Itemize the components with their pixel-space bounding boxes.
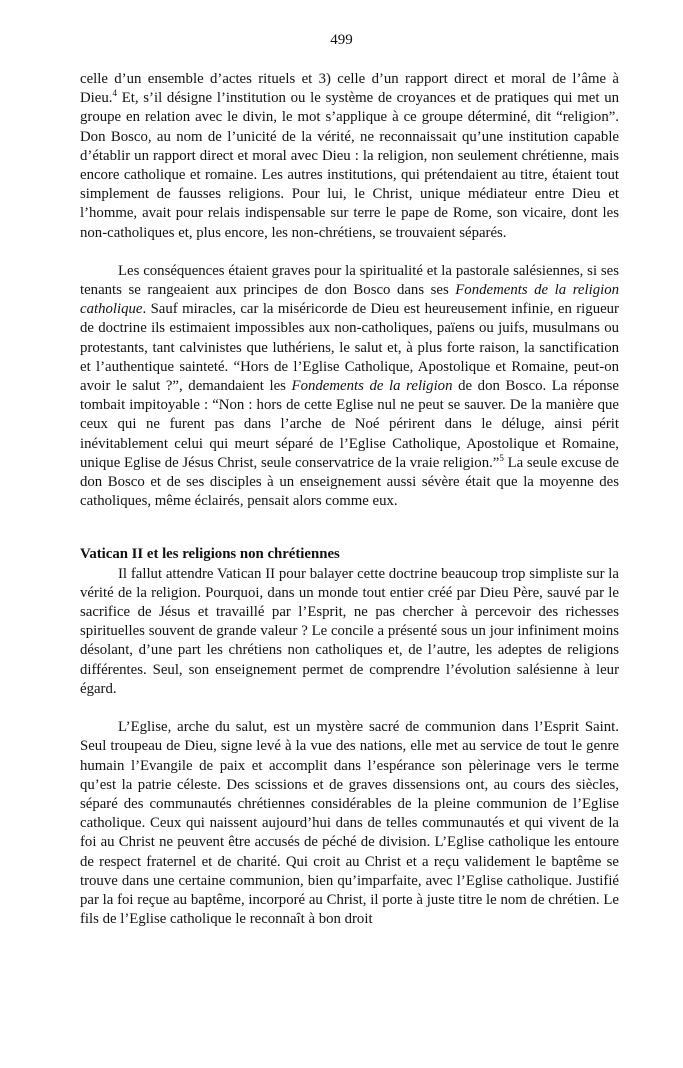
paragraph-1-text-a: celle d’un ensemble d’actes rituels et 3) celle d’un rapport direct et moral de l’âme à Dieu.	[80, 71, 619, 107]
section-spacer	[80, 511, 619, 545]
paragraph-spacer	[80, 699, 619, 718]
page-number: 499	[330, 32, 353, 48]
paragraph-2-text-c: de don Bosco. La réponse tombait impitoyable : “Non : hors de cette Eglise nul ne peut se sauver. De la manière que ceux qui ne furent pas dans l’arche de Noé périrent dans le déluge, ainsi périt inévitablement celui qui meurt séparé de l’Eglise Catholique, Apostolique et Romaine, unique Eglise de Jésus Christ, seule conservatrice de la vraie religion.”	[80, 378, 619, 471]
paragraph-1	[80, 70, 619, 243]
book-title-fondements-catholique: Fondements de la religion catholique	[80, 282, 620, 318]
footnote-ref-4: 4	[112, 88, 117, 99]
page-body	[80, 70, 619, 929]
paragraph-2	[80, 262, 619, 512]
paragraph-2-text-b: . Sauf miracles, car la miséricorde de Dieu est heureusement infinie, en rigueur de doctrine ils estimaient impossibles aux non-catholiques, païens ou juifs, musulmans ou protestants, tant calvinistes que luthériens, le salut et, à plus forte raison, la sanctification et l’authentique sainteté. “Hors de l’Eglise Catholique, Apostolique et Romaine, peut-on avoir le salut ?”, demandaient les	[80, 301, 619, 395]
section-heading: Vatican II et les religions non chrétiennes	[80, 546, 340, 563]
paragraph-2-text-a: Les conséquences étaient graves pour la spiritualité et la pastorale salésiennes, si ses tenants se rangeaient aux principes de don Bosco dans ses	[80, 262, 619, 299]
paragraph-1-text-b: Et, s’il désigne l’institution ou le système de croyances et de pratiques qui met un groupe en relation avec le divin, le mot s’applique à ce groupe déterminé, dit “religion”. Don Bosco, au nom de l’unicité de la vérité, ne reconnaissait qu’une institution capable d’établir un rapport direct et moral avec Dieu : la religion, non seulement chrétienne, mais encore catholique et romaine. Les autres institutions, qui prétendaient au titre, étaient tout simplement de fausses religions. Pour lui, le Christ, unique médiateur entre Dieu et l’homme, avait pour relais indispensable sur terre le pape de Rome, son vicaire, dont les non-catholiques et, plus encore, les non-chrétiens, se trouvaient séparés.	[80, 90, 619, 241]
paragraph-3: Il fallut attendre Vatican II pour balayer cette doctrine beaucoup trop simpliste sur la vérité de la religion. Pourquoi, dans un monde tout entier créé par Dieu Père, sauvé par le sacrifice de Jésus et travaillé par l’Esprit, ne pas chercher à percevoir des richesses spirituelles souvent de grande valeur ? Le concile a présenté sous un jour infiniment moins désolant, d’une part les chrétiens non catholiques et, de l’autre, les adeptes de religions différentes. Seul, son enseignement permet de comprendre l’évolution salésienne à leur égard.	[80, 565, 619, 697]
footnote-ref-5: 5	[499, 452, 504, 463]
paragraph-4: L’Eglise, arche du salut, est un mystère sacré de communion dans l’Esprit Saint. Seul troupeau de Dieu, signe levé à la vue des nations, elle met au service de tout le genre humain l’Evangile de paix et accomplit dans l’espérance son pèlerinage vers le terme qu’est la patrie céleste. Des scissions et de graves dissensions ont, au cours des siècles, séparé des communautés chrétiennes considérables de la pleine communion de l’Eglise catholique. Ceux qui naissent aujourd’hui dans de telles communautés et qui vivent de la foi au Christ ne peuvent être accusés de péché de division. L’Eglise catholique les entoure de respect fraternel et de charité. Qui croit au Christ et a reçu validement le baptême se trouve dans une certaine communion, bien qu’imparfaite, avec l’Eglise catholique. Justifié par la foi reçue au baptême, incorporé au Christ, il porte à juste titre le nom de chrétien. Le fils de l’Eglise catholique le reconnaît à bon droit	[80, 719, 619, 928]
paragraph-2-text-d: La seule excuse de don Bosco et de ses disciples à un enseignement aussi sévère était que la moyenne des catholiques, même éclairés, pensait alors comme eux.	[80, 454, 619, 510]
paragraph-spacer	[80, 243, 619, 262]
book-title-fondements: Fondements de la religion	[291, 378, 453, 395]
